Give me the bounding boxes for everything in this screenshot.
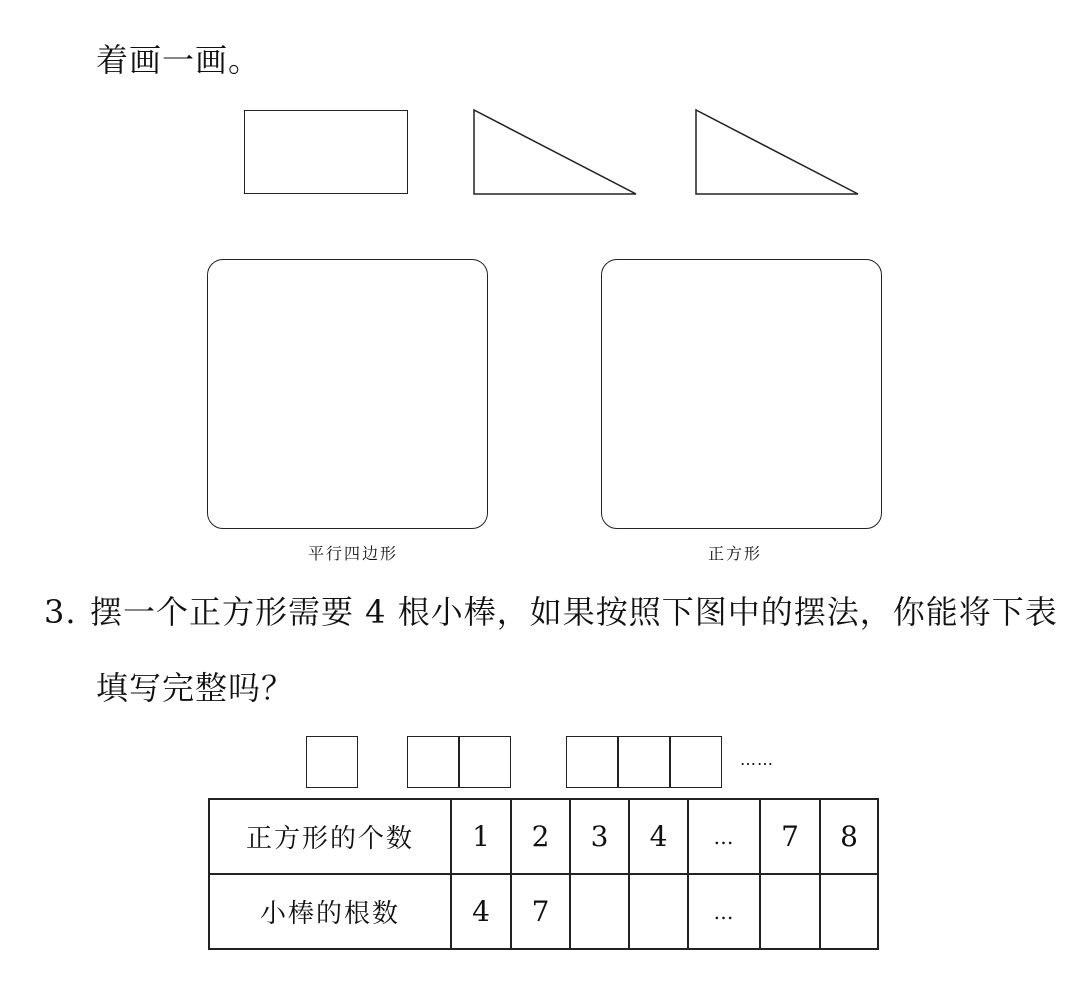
- table-cell: 4: [629, 799, 688, 874]
- question-3-line-1: 摆一个正方形需要 4 根小棒，如果按照下图中的摆法，你能将下表: [90, 593, 1058, 631]
- table-cell: 1: [451, 799, 511, 874]
- row-header-square-count: 正方形的个数: [209, 799, 451, 874]
- square-cell: [670, 736, 722, 788]
- square-cell: [459, 736, 511, 788]
- stick-count-table: [208, 798, 879, 950]
- pattern-one-square: [306, 736, 358, 788]
- table-cell: 8: [820, 799, 878, 874]
- answer-cell[interactable]: [570, 874, 629, 949]
- table-cell: 4: [451, 874, 511, 949]
- square-cell: [306, 736, 358, 788]
- pattern-two-squares: [407, 736, 511, 788]
- rectangle-shape: [244, 110, 408, 194]
- right-triangle-shape-2: [692, 106, 864, 198]
- answer-cell[interactable]: [760, 874, 820, 949]
- instruction-text: 着画一画。: [96, 41, 262, 79]
- square-drawing-area[interactable]: [601, 259, 882, 529]
- table-cell: 2: [511, 799, 570, 874]
- pattern-ellipsis: ……: [740, 750, 774, 769]
- question-3-line-2: 填写完整吗？: [96, 669, 295, 707]
- table-cell-ellipsis: …: [688, 874, 760, 949]
- square-label: 正方形: [708, 544, 763, 563]
- square-cell: [618, 736, 670, 788]
- table-cell: 3: [570, 799, 629, 874]
- table-row-stick-count: [209, 874, 878, 949]
- square-cell: [566, 736, 618, 788]
- table-cell: 7: [760, 799, 820, 874]
- row-header-stick-count: 小棒的根数: [209, 874, 451, 949]
- answer-cell[interactable]: [820, 874, 878, 949]
- table-row-square-count: [209, 799, 878, 874]
- pattern-three-squares: [566, 736, 722, 788]
- table-cell: 7: [511, 874, 570, 949]
- parallelogram-label: 平行四边形: [308, 544, 399, 563]
- parallelogram-drawing-area[interactable]: [207, 259, 488, 529]
- answer-cell[interactable]: [629, 874, 688, 949]
- square-cell: [407, 736, 459, 788]
- table-cell-ellipsis: …: [688, 799, 760, 874]
- question-3-number: 3.: [44, 593, 77, 631]
- right-triangle-shape-1: [470, 106, 642, 198]
